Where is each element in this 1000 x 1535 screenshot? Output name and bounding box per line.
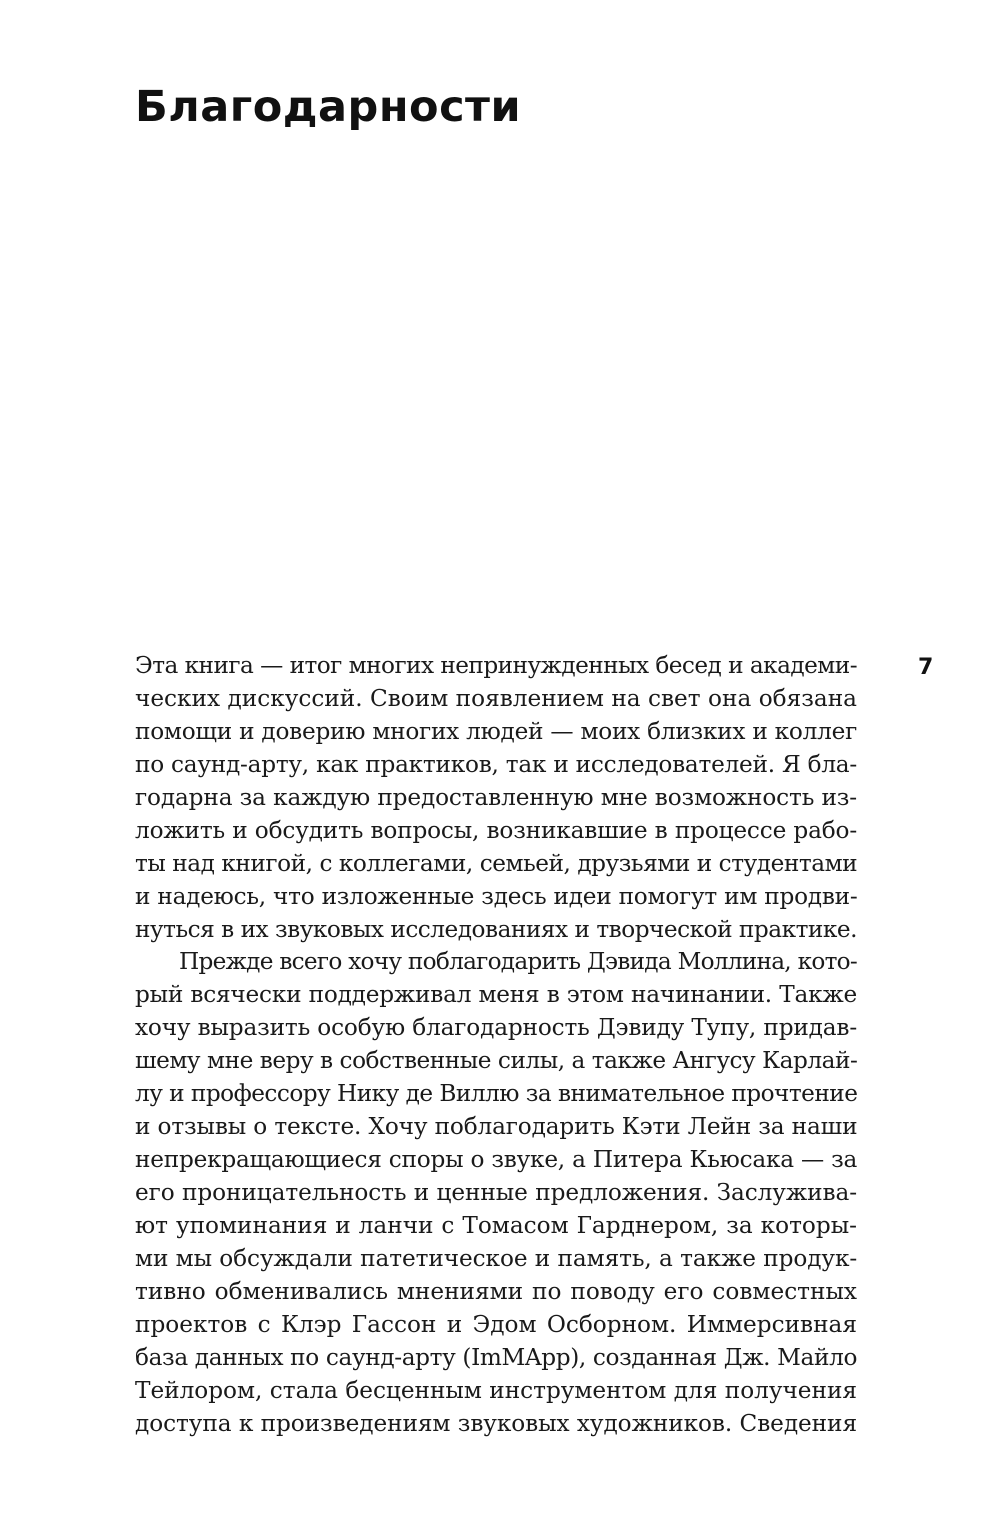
- text-line: лу и профессору Нику де Виллю за внимательное прочтение: [135, 1080, 858, 1108]
- text-line: хочу выразить особую благодарность Дэвиду Тупу, придав-: [135, 1014, 857, 1042]
- text-line: база данных по саунд-арту (ImMApp), созданная Дж. Майло: [135, 1343, 858, 1371]
- text-line: и надеюсь, что изложенные здесь идеи помогут им продви-: [135, 882, 858, 910]
- text-line: ты над книгой, с коллегами, семьей, друзьями и студентами: [135, 849, 858, 877]
- text-line: Прежде всего хочу поблагодарить Дэвида Моллина, кото-: [179, 948, 857, 976]
- text-line: ми мы обсуждали патетическое и память, а также продук-: [135, 1244, 858, 1272]
- text-line: непрекращающиеся споры о звуке, а Питера Кьюсака — за: [135, 1146, 858, 1174]
- text-line: и отзывы о тексте. Хочу поблагодарить Кэти Лейн за наши: [135, 1113, 858, 1141]
- text-line: Тейлором, стала бесценным инструментом для получения: [135, 1376, 857, 1404]
- text-line: годарна за каждую предоставленную мне возможность из-: [135, 783, 857, 811]
- text-line: рый всячески поддерживал меня в этом начинании. Также: [135, 981, 857, 1009]
- text-line: ческих дискуссий. Своим появлением на свет она обязана: [135, 684, 857, 712]
- text-line: помощи и доверию многих людей — моих близких и коллег: [135, 717, 857, 745]
- text-line: проектов с Клэр Гассон и Эдом Осборном. Иммерсивная: [135, 1310, 857, 1338]
- text-line: его проницательность и ценные предложения. Заслуживa-: [135, 1179, 857, 1206]
- paragraph-1: [135, 650, 857, 946]
- text-line: тивно обменивались мнениями по поводу его совместных: [135, 1277, 857, 1305]
- text-line: нуться в их звуковых исследованиях и творческой практике.: [135, 915, 857, 943]
- text-line: доступа к произведениям звуковых художников. Сведения: [135, 1409, 857, 1437]
- chapter-title: Благодарности: [135, 82, 522, 132]
- text-line: Эта книга — итог многих непринужденных бесед и академи-: [135, 652, 857, 679]
- body-text: [135, 650, 857, 1441]
- text-line: ют упоминания и ланчи с Томасом Гарднером, за которы-: [135, 1211, 857, 1239]
- paragraph-2: [135, 946, 857, 1440]
- text-line: по саунд-арту, как практиков, так и исследователей. Я бла-: [135, 750, 857, 778]
- text-line: шему мне веру в собственные силы, а также Ангусу Карлай-: [135, 1047, 858, 1075]
- text-line: ложить и обсудить вопросы, возникавшие в процессе рабо-: [135, 816, 857, 844]
- page-number: 7: [918, 655, 934, 680]
